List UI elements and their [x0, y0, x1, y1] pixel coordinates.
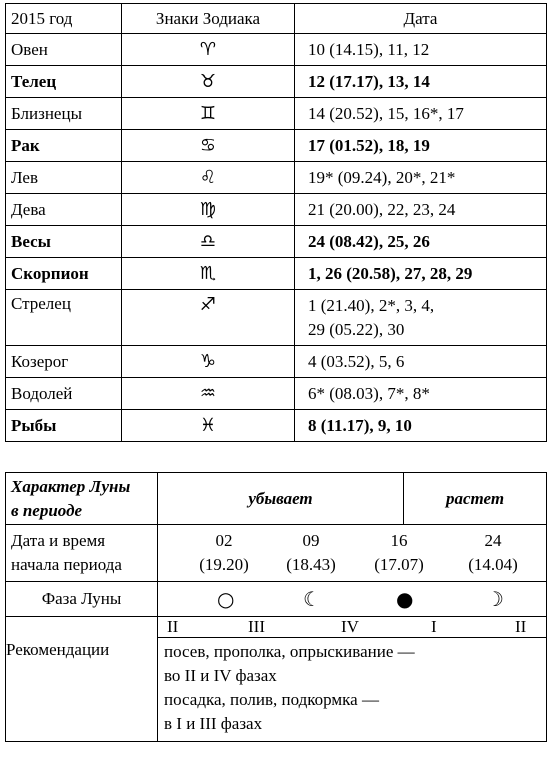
- zodiac-table: [5, 3, 547, 442]
- phase-number-3: IV: [341, 617, 359, 636]
- period-start-label-line-2: начала периода: [11, 555, 122, 574]
- sign-date-line: 12 (17.17), 13, 14: [308, 71, 430, 91]
- sign-name: Овен: [6, 34, 122, 66]
- sign-name: Козерог: [6, 346, 122, 378]
- sign-name: Лев: [6, 162, 122, 194]
- zodiac-header-row: [6, 4, 547, 34]
- phase-number-blank: [6, 617, 158, 638]
- phase-number-2: III: [248, 617, 265, 636]
- period-4: [453, 529, 533, 577]
- pisces-icon: ♓︎: [122, 410, 295, 442]
- sign-dates: [295, 130, 547, 162]
- sign-date-line: 1 (21.40), 2*, 3, 4,: [308, 295, 435, 315]
- sign-name: Скорпион: [6, 258, 122, 290]
- zodiac-row: [6, 258, 547, 290]
- period-3-time: (17.07): [374, 555, 424, 574]
- sign-dates: [295, 162, 547, 194]
- sign-name: Весы: [6, 226, 122, 258]
- recommendations-label: Рекомендации: [6, 638, 158, 742]
- phase-number-4: I: [431, 617, 437, 636]
- zodiac-row: [6, 162, 547, 194]
- phase-number-1: II: [167, 617, 179, 636]
- scorpio-icon: ♏︎: [122, 258, 295, 290]
- sign-date-line: 1, 26 (20.58), 27, 28, 29: [308, 263, 473, 283]
- zodiac-row: [6, 130, 547, 162]
- period-1-time: (19.20): [199, 555, 249, 574]
- period-start-label: [6, 525, 158, 582]
- sign-dates: [295, 410, 547, 442]
- moon-phase-label: Фаза Луны: [6, 582, 158, 617]
- zodiac-row: [6, 226, 547, 258]
- year-header: 2015 год: [6, 4, 122, 34]
- signs-header: Знаки Зодиака: [122, 4, 295, 34]
- phase-numbers: [158, 617, 547, 638]
- zodiac-row: [6, 290, 547, 346]
- leo-icon: ♌︎: [122, 162, 295, 194]
- last-quarter-moon-icon: ☽: [486, 587, 504, 611]
- period-3-day: 16: [390, 531, 408, 550]
- sign-name: Водолей: [6, 378, 122, 410]
- new-moon-icon: ○: [217, 587, 235, 611]
- moon-phase-row: [6, 582, 547, 617]
- sign-date-line: 10 (14.15), 11, 12: [308, 39, 430, 59]
- recommendations-row: [6, 638, 547, 742]
- recommendation-line-4: в I и III фазах: [164, 714, 263, 733]
- gemini-icon: ♊︎: [122, 98, 295, 130]
- sagittarius-icon: ♐︎: [122, 290, 295, 346]
- virgo-icon: ♍︎: [122, 194, 295, 226]
- period-1: [184, 529, 264, 577]
- recommendation-line-1: посев, прополка, опрыскивание —: [164, 642, 415, 661]
- moon-character-label: [6, 473, 158, 525]
- zodiac-row: [6, 346, 547, 378]
- sign-date-line: 29 (05.22), 30: [308, 319, 405, 339]
- sign-date-line: 17 (01.52), 18, 19: [308, 135, 430, 155]
- waning-label: убывает: [158, 473, 404, 525]
- sign-dates: [295, 290, 547, 346]
- aquarius-icon: ♒︎: [122, 378, 295, 410]
- waxing-label: растет: [404, 473, 547, 525]
- period-1-day: 02: [215, 531, 233, 550]
- aries-icon: ♈︎: [122, 34, 295, 66]
- period-4-day: 24: [484, 531, 502, 550]
- sign-dates: [295, 378, 547, 410]
- sign-date-line: 21 (20.00), 22, 23, 24: [308, 199, 456, 219]
- period-4-time: (14.04): [468, 555, 518, 574]
- sign-dates: [295, 98, 547, 130]
- recommendations-text: [158, 638, 547, 742]
- sign-name: Рак: [6, 130, 122, 162]
- sign-date-line: 24 (08.42), 25, 26: [308, 231, 430, 251]
- sign-name: Рыбы: [6, 410, 122, 442]
- zodiac-row: [6, 34, 547, 66]
- sign-name: Телец: [6, 66, 122, 98]
- first-quarter-moon-icon: ☾: [303, 587, 321, 611]
- sign-dates: [295, 194, 547, 226]
- sign-name: Близнецы: [6, 98, 122, 130]
- moon-phase-table: [5, 472, 547, 742]
- recommendation-line-3: посадка, полив, подкормка —: [164, 690, 379, 709]
- phase-number-row: [6, 617, 547, 638]
- date-header: Дата: [295, 4, 547, 34]
- full-moon-icon: ●: [396, 587, 414, 611]
- capricorn-icon: ♑︎: [122, 346, 295, 378]
- phase-number-5: II: [515, 617, 527, 636]
- sign-dates: [295, 34, 547, 66]
- sign-dates: [295, 66, 547, 98]
- moon-phase-symbols: [158, 582, 547, 617]
- period-2-time: (18.43): [286, 555, 336, 574]
- sign-dates: [295, 226, 547, 258]
- period-3: [359, 529, 439, 577]
- period-start-label-line-1: Дата и время: [11, 531, 106, 550]
- sign-date-line: 19* (09.24), 20*, 21*: [308, 167, 456, 187]
- period-start-values: [158, 525, 547, 582]
- zodiac-row: [6, 194, 547, 226]
- period-2-day: 09: [302, 531, 320, 550]
- sign-date-line: 8 (11.17), 9, 10: [308, 415, 412, 435]
- sign-date-line: 6* (08.03), 7*, 8*: [308, 383, 430, 403]
- sign-dates: [295, 258, 547, 290]
- sign-name: Дева: [6, 194, 122, 226]
- libra-icon: ♎︎: [122, 226, 295, 258]
- moon-character-label-line-1: Характер Луны: [11, 476, 131, 496]
- period-2: [271, 529, 351, 577]
- recommendation-line-2: во II и IV фазах: [164, 666, 277, 685]
- moon-character-label-line-2: в периоде: [11, 500, 83, 520]
- moon-character-row: [6, 473, 547, 525]
- sign-date-line: 4 (03.52), 5, 6: [308, 351, 405, 371]
- taurus-icon: ♉︎: [122, 66, 295, 98]
- sign-name: Стрелец: [6, 290, 122, 346]
- zodiac-row: [6, 410, 547, 442]
- zodiac-row: [6, 378, 547, 410]
- cancer-icon: ♋︎: [122, 130, 295, 162]
- zodiac-row: [6, 98, 547, 130]
- sign-date-line: 14 (20.52), 15, 16*, 17: [308, 103, 464, 123]
- zodiac-row: [6, 66, 547, 98]
- sign-dates: [295, 346, 547, 378]
- period-start-row: [6, 525, 547, 582]
